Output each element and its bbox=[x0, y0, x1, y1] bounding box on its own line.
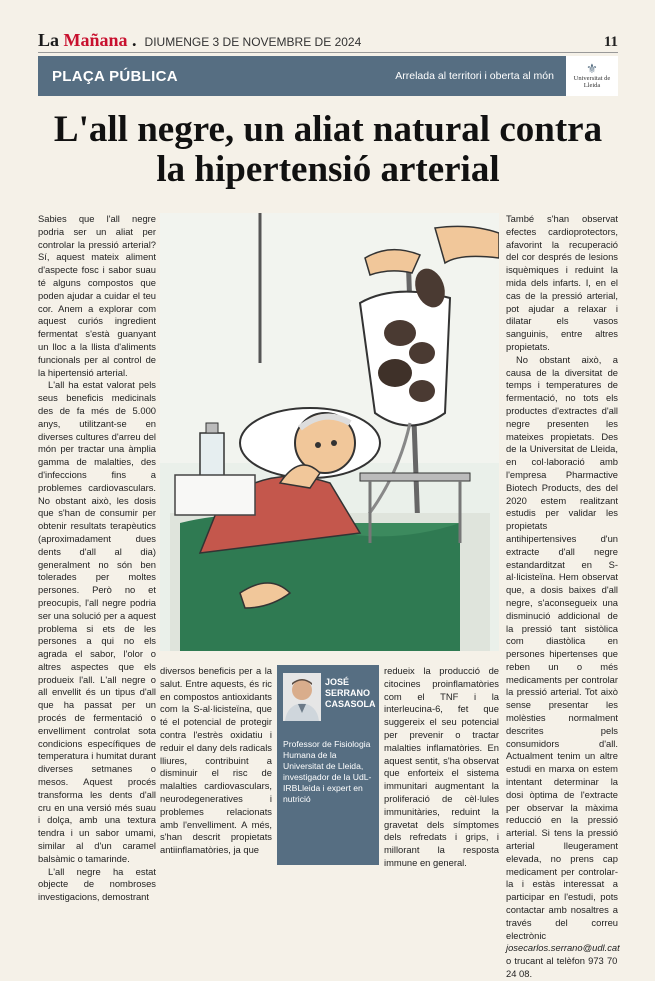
paragraph: diversos beneficis per a la salut. Entre aquests, és ric en compostos antioxidants com la S-al·licisteïna, que té el potencial de protegir contra l'estrès oxidatiu i reduir el dany dels radicals lliures, contribuint a disminuir el risc de malalties cardiovasculars, neurodegeneratives i problemes relacionats amb l'envelliment. A més, s'han descrit propietats antiinflamatòries, ja que bbox=[160, 665, 272, 856]
paper-name-accent: Mañana bbox=[63, 30, 128, 50]
issue-date: DIUMENGE 3 DE NOVEMBRE DE 2024 bbox=[144, 35, 362, 49]
paragraph: Sabies que l'all negre podria ser un aliat per controlar la pressió arterial? Sí, aquest mateix aliment d'aspecte fosc i sabor suau té alguns compostos que poden ajudar a cuidar el teu cor. Anem a explorar com aquest curiós ingredient fermentat s'està guanyant un lloc a la llista d'aliments funcionals per al control de la hipertensió arterial. bbox=[38, 213, 156, 378]
paper-name-part: La bbox=[38, 30, 64, 50]
section-tagline: Arrelada al territori i oberta al món bbox=[395, 70, 554, 82]
paragraph: L'all negre ha estat objecte de nombroses investigacions, demostrant bbox=[38, 865, 156, 903]
university-crest-icon: ⚜ bbox=[586, 61, 598, 76]
section-title: PLAÇA PÚBLICA bbox=[52, 67, 178, 85]
contact-phone-text: o trucant al telèfon 973 70 24 08. bbox=[506, 955, 618, 980]
cartoon-illustration bbox=[160, 213, 499, 651]
masthead-left bbox=[38, 30, 361, 51]
hospital-patient-garlic-drip-icon bbox=[160, 213, 499, 651]
author-avatar bbox=[283, 673, 321, 721]
author-name bbox=[325, 677, 377, 710]
author-name-line: CASASOLA bbox=[325, 699, 376, 709]
article-column-2 bbox=[160, 665, 272, 857]
author-name-line: SERRANO bbox=[325, 688, 371, 698]
article-column-4 bbox=[506, 213, 618, 981]
paper-name-dot: . bbox=[132, 30, 137, 50]
page-number: 11 bbox=[603, 34, 618, 50]
university-logo bbox=[566, 56, 618, 96]
paragraph: L'all ha estat valorat pels seus beneficis medicinals des de fa més de 5.000 anys, utilitzant-se en diverses cultures d'arreu del món per tractar una àmplia gamma de malalties, des d'infeccions fins a problemes cardiovasculars. No obstant això, les dosis que s'han de consumir per obtenir resultats terapèutics (aproximadament dues dents d'all al dia) generalment no són ben tolerades per moltes persones. Però no et preocupis, l'all negre podria ser una solució per a aquest problema si ets de les persones a qui no els agrada el sabor, l'olor o altres aspectes que els produeix l'all. L'all negre o all envellit és un tipus d'all que ha passat per un procés de fermentació o envelliment controlat sota condicions específiques de temperatura i humitat durant diverses setmanes o mesos. Aquest procés transforma les dents d'all cru en una versió més suau i dolça, amb una textura tendra i un sabor umami, similar al d'un caramel balsàmic o tamarinde. bbox=[38, 379, 156, 864]
university-logo-text: Universitat de Lleida bbox=[573, 75, 611, 89]
newspaper-logo bbox=[38, 30, 137, 51]
paragraph: redueix la producció de citocines proinflamatòries com el TNF i la interleucina-6, fet que suggereix el seu potencial per prevenir o tractar malalties inflamatòries. En aquest sentit, s'ha observat que enforteix el sistema immunitari augmentant la proliferació de cèl·lules immunitàries, reduint la gravetat dels símptomes dels refredats i grips, i millorant la resposta immune en general. bbox=[384, 665, 499, 868]
author-name-line: JOSÉ bbox=[325, 677, 350, 687]
section-bar bbox=[38, 56, 618, 96]
article-column-3 bbox=[384, 665, 499, 870]
author-box bbox=[277, 665, 379, 865]
author-bio: Professor de Fisiologia Humana de la Universitat de Lleida, investigador de la UdL-IRBLleida i expert en nutrició bbox=[283, 739, 372, 804]
article-headline: L'all negre, un aliat natural contra la hipertensió arterial bbox=[53, 109, 603, 190]
contact-email-link[interactable]: josecarlos.serrano@udl.cat bbox=[506, 942, 620, 954]
paragraph bbox=[506, 354, 618, 981]
paragraph-text: No obstant això, a causa de la diversitat de temps i temperatures de fermentació, no tots els productes d'extractes d'all negre presenten les mateixes propietats. Des de la Universitat de Lleida, en col·laboració amb l'empresa Pharmactive Biotech Products, des del 2020 estem realitzant estudis per validar les propietats antihipertensives d'un extracte d'all negre estandarditzat en S-al·licisteïna. Hem observat que, a dosis baixes d'all negre, s'aconsegueix una disminució addicional de la pressió tant sistòlica com diastòlica en persones hipertenses que reben un o més medicaments per controlar la pressió arterial. Tot això sense presentar les molèsties normalment descrites pels consumidors d'all. Actualment tenim un altre estudi en marxa on estem intentant determinar la dosi òptima de l'extracte per observar la màxima reducció en la pressió arterial. Si tens la pressió arterial lleugerament elevada, no prens cap medicament per controlar-la i estàs interessat a participar en l'estudi, pots contactar amb nosaltres a través del correu electrònic bbox=[506, 353, 618, 941]
masthead bbox=[38, 30, 618, 53]
article-column-1 bbox=[38, 213, 156, 904]
paragraph: També s'han observat efectes cardioprotectors, afavorint la recuperació del cor després de lesions isquèmiques i reduint la mida dels infarts. I, en el cas de la pressió arterial, pot ajudar a relaxar i dilatar els vasos sanguinis, entre altres propietats. bbox=[506, 213, 618, 352]
